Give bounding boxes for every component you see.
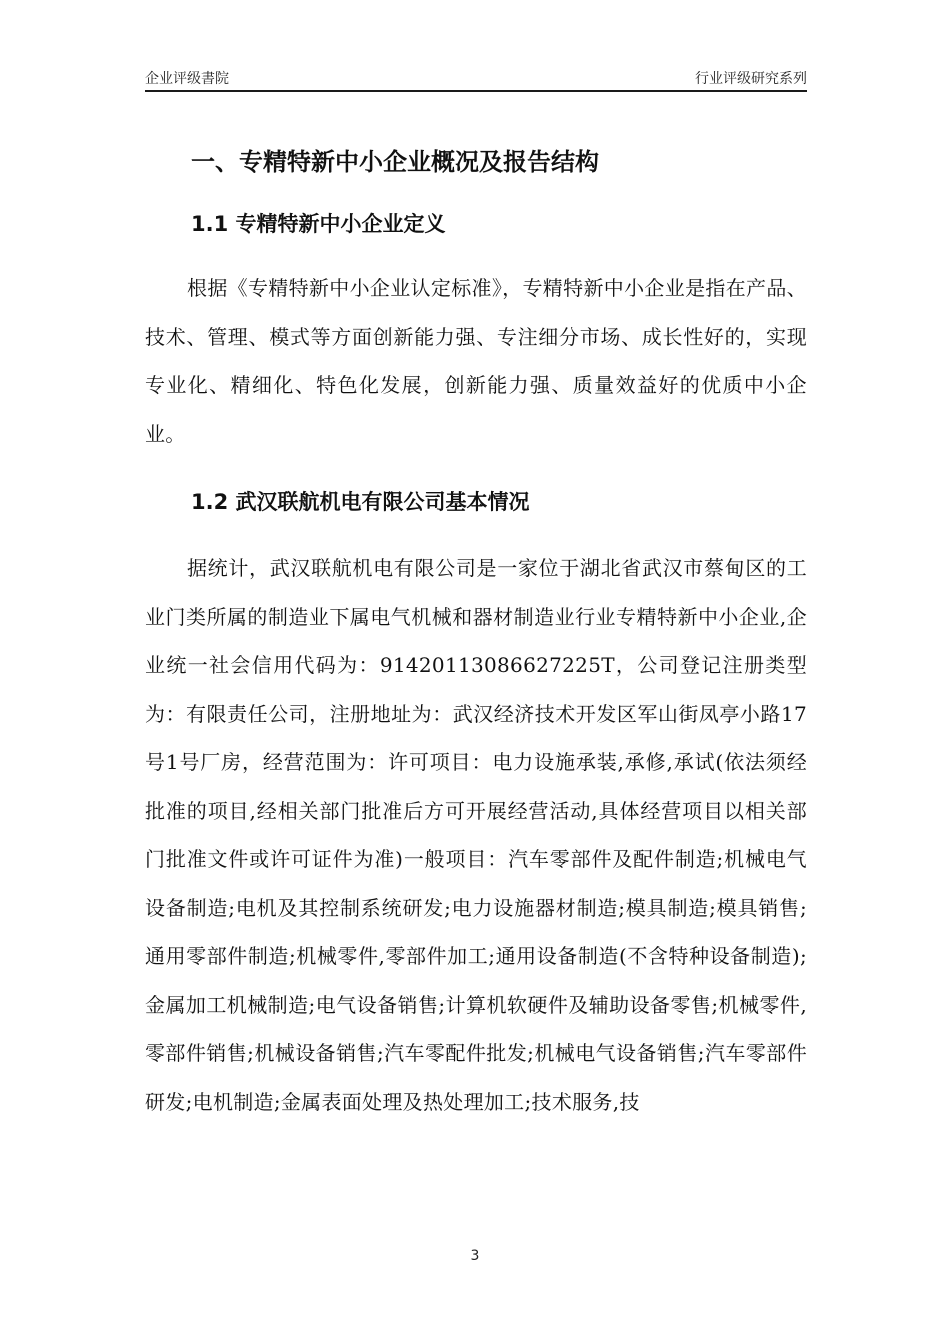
paragraph-company-info: 据统计，武汉联航机电有限公司是一家位于湖北省武汉市蔡甸区的工业门类所属的制造业下属电气机械和器材制造业行业专精特新中小企业,企业统一社会信用代码为：91420113086627225T，公司登记注册类型为：有限责任公司，注册地址为：武汉经济技术开发区军山街凤亭小路17号1号厂房，经营范围为：许可项目：电力设施承装,承修,承试(依法须经批准的项目,经相关部门批准后方可开展经营活动,具体经营项目以相关部门批准文件或许可证件为准)一般项目：汽车零部件及配件制造;机械电气设备制造;电机及其控制系统研发;电力设施器材制造;模具制造;模具销售;通用零部件制造;机械零件,零部件加工;通用设备制造(不含特种设备制造);金属加工机械制造;电气设备销售;计算机软硬件及辅助设备零售;机械零件,零部件销售;机械设备销售;汽车零配件批发;机械电气设备销售;汽车零部件研发;电机制造;金属表面处理及热处理加工;技术服务,技 xyxy=(145,556,807,1114)
header-left-text: 企业评级書院 xyxy=(145,71,229,87)
paragraph-definition: 根据《专精特新中小企业认定标准》，专精特新中小企业是指在产品、技术、管理、模式等方面创新能力强、专注细分市场、成长性好的，实现专业化、精细化、特色化发展，创新能力强、质量效益好的优质中小企业。 xyxy=(145,276,807,446)
page-number: 3 xyxy=(470,1248,480,1264)
document-body xyxy=(145,140,807,1126)
subsection-title-definition: 1.1 专精特新中小企业定义 xyxy=(191,212,446,236)
subsection-title-company-info: 1.2 武汉联航机电有限公司基本情况 xyxy=(191,490,530,514)
header-right-text: 行业评级研究系列 xyxy=(695,71,807,87)
section-title: 一、专精特新中小企业概况及报告结构 xyxy=(191,148,599,176)
page-header xyxy=(145,68,807,92)
